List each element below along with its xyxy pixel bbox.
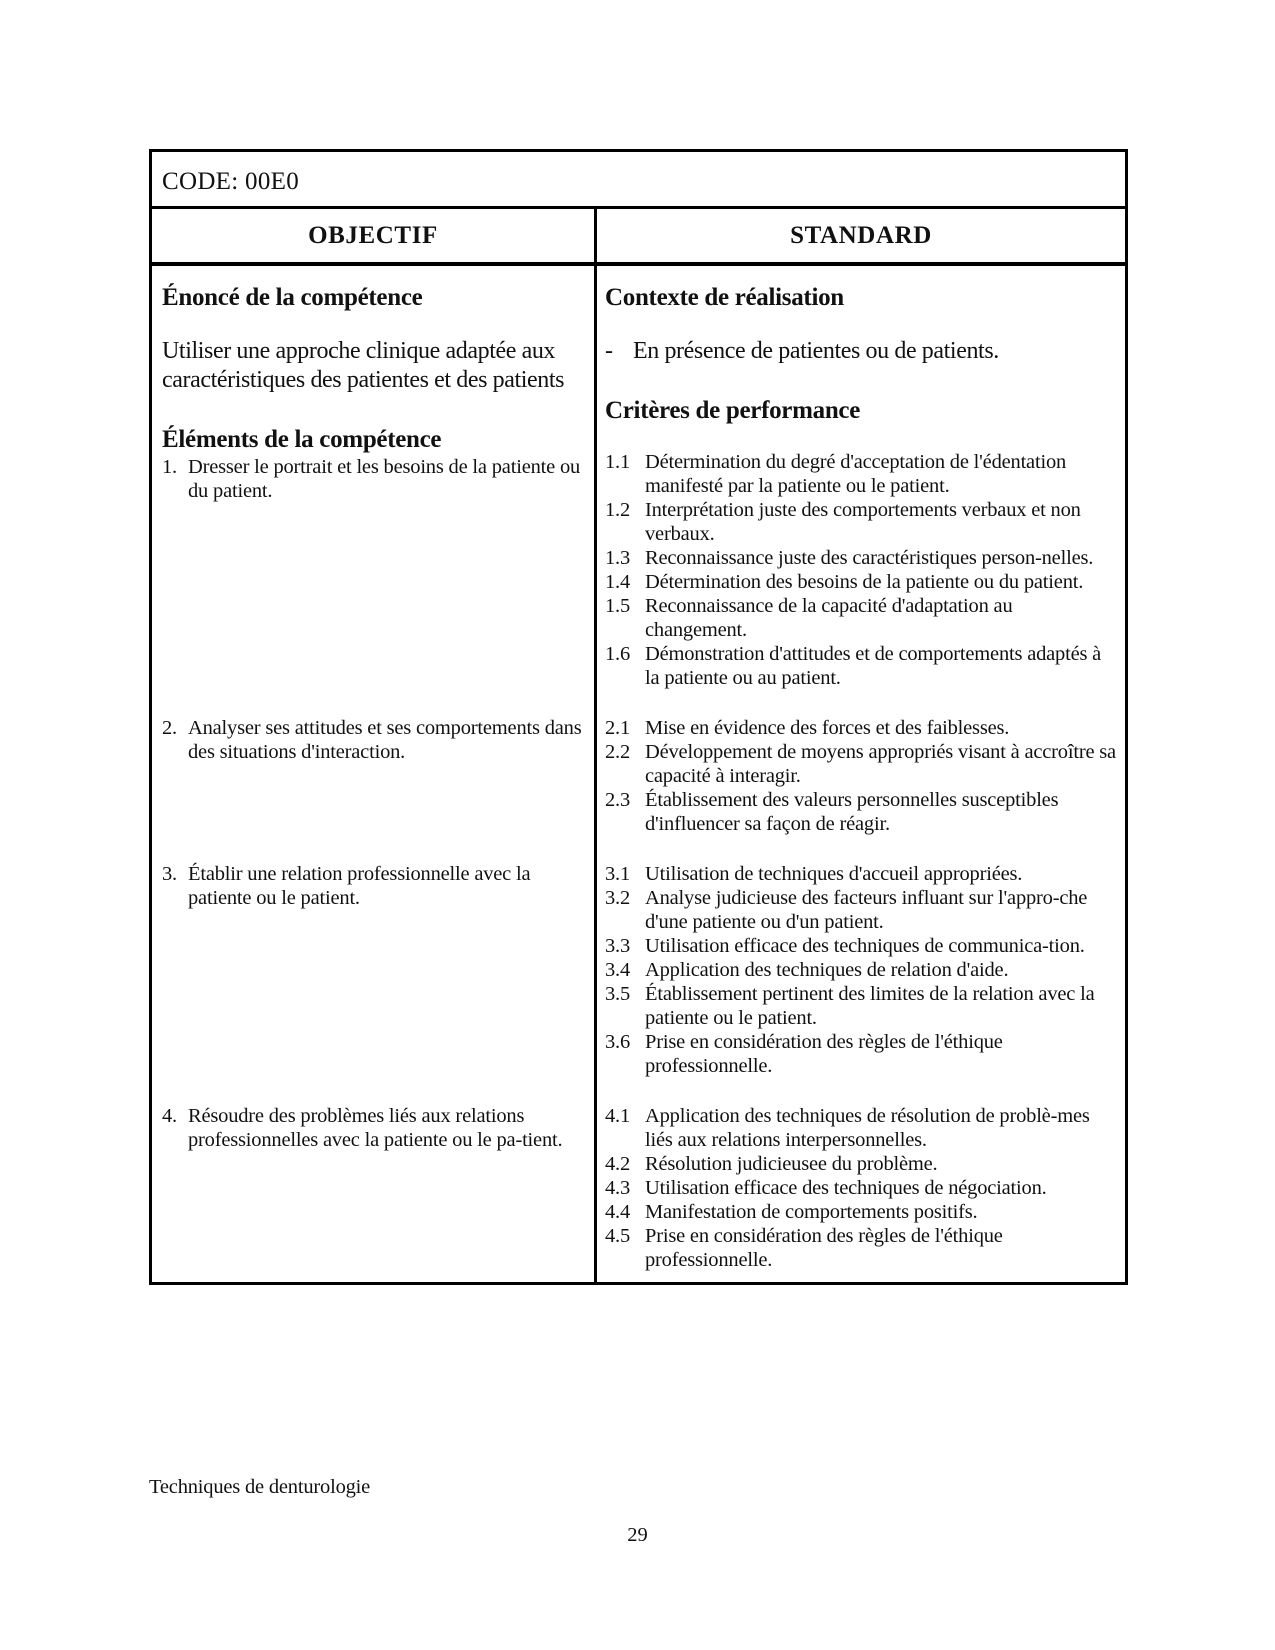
- criterion-text: Résolution judicieusee du problème.: [645, 1153, 938, 1175]
- criterion-text: Mise en évidence des forces et des faiblesses.: [645, 717, 1010, 739]
- criterion-text: Établissement pertinent des limites de la relation avec la patiente ou le patient.: [645, 983, 1095, 1029]
- criterion-number: 3.5: [605, 983, 631, 1005]
- table-body: [152, 266, 1125, 1282]
- criterion-text: Analyse judicieuse des facteurs influant sur l'appro-che d'une patiente ou d'un patient.: [645, 887, 1088, 933]
- criterion-number: 3.2: [605, 887, 631, 909]
- criterion-number: 4.4: [605, 1201, 631, 1223]
- criterion-number: 4.1: [605, 1105, 631, 1127]
- criterion-text: Établissement des valeurs personnelles susceptibles d'influencer sa façon de réagir.: [645, 789, 1059, 835]
- criterion-item: [605, 498, 1119, 546]
- page-number: 29: [627, 1524, 648, 1546]
- element-text: Établir une relation professionnelle avec la patiente ou le patient.: [188, 863, 531, 909]
- criterion-number: 4.5: [605, 1225, 631, 1247]
- criterion-item: [605, 450, 1119, 498]
- criterion-item: [605, 1224, 1119, 1272]
- criterion-number: 1.2: [605, 499, 631, 521]
- criterion-number: 2.2: [605, 741, 631, 763]
- criterion-text: Manifestation de comportements positifs.: [645, 1201, 978, 1223]
- criterion-number: 1.4: [605, 571, 631, 593]
- dash-marker: -: [605, 338, 613, 364]
- code-label: CODE: 00E0: [152, 152, 1125, 209]
- element-item: [162, 455, 588, 503]
- criterion-text: Utilisation efficace des techniques de communica-tion.: [645, 935, 1085, 957]
- criterion-item: [605, 740, 1119, 788]
- elements-heading: Éléments de la compétence: [162, 426, 442, 453]
- footer-title: Techniques de denturologie: [149, 1476, 371, 1498]
- contexte-heading: Contexte de réalisation: [605, 284, 844, 311]
- criterion-number: 4.3: [605, 1177, 631, 1199]
- element-group: [162, 455, 588, 695]
- criterion-number: 1.3: [605, 547, 631, 569]
- criteria-group: [605, 450, 1119, 690]
- competency-table: [149, 149, 1128, 1285]
- criterion-text: Développement de moyens appropriés visant à accroître sa capacité à interagir.: [645, 741, 1116, 787]
- criterion-text: Détermination du degré d'acceptation de l'édentation manifesté par la patiente ou le patient.: [645, 451, 1067, 497]
- element-group: [162, 862, 588, 1078]
- criterion-number: 3.1: [605, 863, 631, 885]
- element-item: [162, 1104, 588, 1152]
- criterion-item: [605, 642, 1119, 690]
- criterion-item: [605, 1104, 1119, 1152]
- criterion-text: Utilisation de techniques d'accueil appropriées.: [645, 863, 1023, 885]
- element-number: 3.: [162, 863, 177, 885]
- objectif-column: [152, 266, 597, 1282]
- criterion-number: 3.4: [605, 959, 631, 981]
- criterion-number: 4.2: [605, 1153, 631, 1175]
- criterion-item: [605, 1176, 1119, 1200]
- element-number: 4.: [162, 1105, 177, 1127]
- criterion-number: 2.1: [605, 717, 631, 739]
- criterion-item: [605, 862, 1119, 886]
- criterion-item: [605, 570, 1119, 594]
- criterion-item: [605, 788, 1119, 836]
- element-item: [162, 716, 588, 764]
- criterion-number: 3.3: [605, 935, 631, 957]
- criterion-text: Prise en considération des règles de l'éthique professionnelle.: [645, 1225, 1003, 1271]
- criteria-group: [605, 716, 1119, 836]
- criterion-number: 1.5: [605, 595, 631, 617]
- standard-column: [597, 266, 1125, 1282]
- criterion-item: [605, 716, 1119, 740]
- criterion-text: Application des techniques de relation d'aide.: [645, 959, 1009, 981]
- element-text: Résoudre des problèmes liés aux relations professionnelles avec la patiente ou le pa-tient.: [188, 1105, 563, 1151]
- criterion-item: [605, 886, 1119, 934]
- criterion-text: Utilisation efficace des techniques de négociation.: [645, 1177, 1047, 1199]
- criterion-item: [605, 594, 1119, 642]
- criteres-heading: Critères de performance: [605, 397, 861, 424]
- criterion-item: [605, 934, 1119, 958]
- criterion-text: Reconnaissance juste des caractéristiques person-nelles.: [645, 547, 1094, 569]
- contexte-text: En présence de patientes ou de patients.: [633, 338, 999, 364]
- criterion-item: [605, 1152, 1119, 1176]
- element-text: Analyser ses attitudes et ses comportements dans des situations d'interaction.: [188, 717, 582, 763]
- criteria-group: [605, 1104, 1119, 1272]
- criterion-text: Reconnaissance de la capacité d'adaptation au changement.: [645, 595, 1013, 641]
- criterion-number: 1.1: [605, 451, 631, 473]
- criteria-list: [605, 450, 1119, 1272]
- criterion-item: [605, 1030, 1119, 1078]
- element-group: [162, 716, 588, 836]
- criterion-item: [605, 958, 1119, 982]
- enonce-heading: Énoncé de la compétence: [162, 284, 423, 311]
- element-number: 1.: [162, 456, 177, 478]
- element-item: [162, 862, 588, 910]
- column-headers: [152, 209, 1125, 266]
- criteria-group: [605, 862, 1119, 1078]
- criterion-text: Interprétation juste des comportements verbaux et non verbaux.: [645, 499, 1081, 545]
- criterion-number: 2.3: [605, 789, 631, 811]
- criterion-text: Démonstration d'attitudes et de comportements adaptés à la patiente ou au patient.: [645, 643, 1102, 689]
- criterion-text: Application des techniques de résolution de problè-mes liés aux relations interpersonnelles.: [645, 1105, 1090, 1151]
- spacer: [605, 366, 1119, 390]
- standard-header: STANDARD: [790, 221, 932, 249]
- criterion-item: [605, 1200, 1119, 1224]
- enonce-text: Utiliser une approche clinique adaptée aux caractéristiques des patientes et des patients: [162, 338, 565, 393]
- criterion-number: 3.6: [605, 1031, 631, 1053]
- criterion-item: [605, 982, 1119, 1030]
- element-group: [162, 1104, 588, 1272]
- criterion-number: 1.6: [605, 643, 631, 665]
- criterion-text: Détermination des besoins de la patiente ou du patient.: [645, 571, 1084, 593]
- objectif-header: OBJECTIF: [152, 209, 597, 262]
- contexte-item: [605, 337, 1119, 366]
- criterion-item: [605, 546, 1119, 570]
- criterion-text: Prise en considération des règles de l'éthique professionnelle.: [645, 1031, 1003, 1077]
- element-number: 2.: [162, 717, 177, 739]
- element-text: Dresser le portrait et les besoins de la patiente ou du patient.: [188, 456, 581, 502]
- elements-list: [162, 455, 588, 1272]
